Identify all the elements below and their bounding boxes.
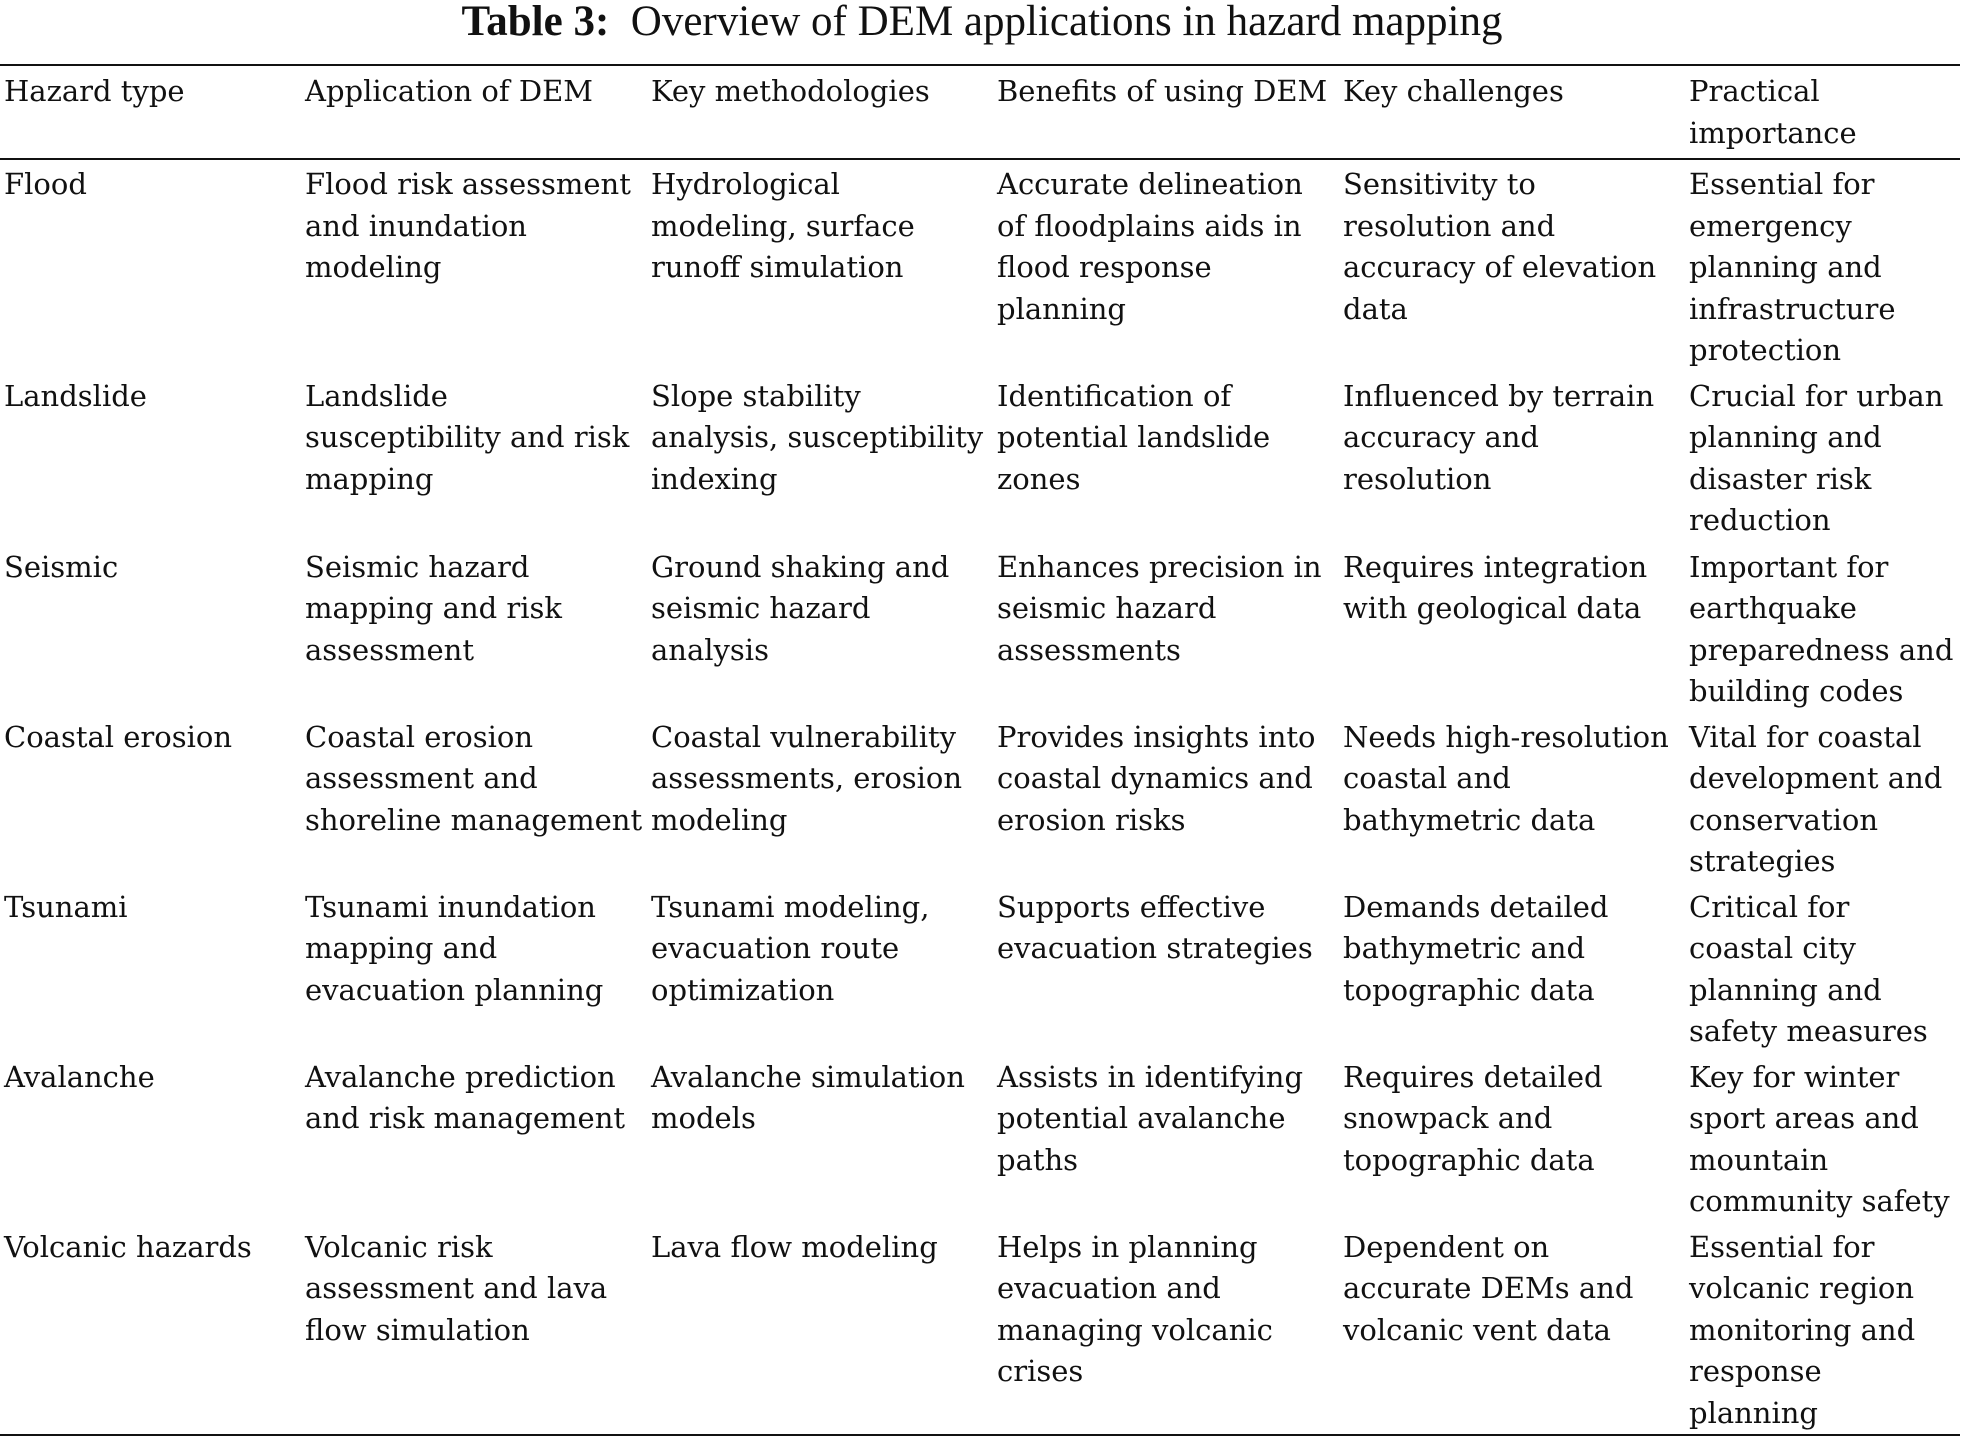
header-importance: Practical importance [1685,66,1960,159]
cell-challenges: Demands detailed bathymetric and topographic data [1343,889,1609,1007]
cell-hazard-type: Seismic [4,549,119,584]
cell-importance: Important for earthquake preparedness and building codes [1689,549,1954,708]
header-methodologies: Key methodologies [647,66,993,159]
table-row [0,713,1960,883]
cell-benefits: Accurate delineation of floodplains aids in flood response planning [997,167,1303,326]
cell-application: Volcanic risk assessment and lava flow simulation [305,1229,608,1347]
cell-importance: Key for winter sport areas and mountain community safety [1689,1059,1950,1218]
cell-methodologies: Ground shaking and seismic hazard analysis [651,549,950,667]
cell-benefits: Supports effective evacuation strategies [997,889,1313,965]
cell-hazard-type: Flood [4,167,87,201]
cell-importance: Critical for coastal city planning and safety measures [1689,889,1928,1048]
table-header-row [0,66,1960,159]
cell-application: Landslide susceptibility and risk mapping [305,378,630,496]
cell-hazard-type: Tsunami [4,889,128,924]
cell-methodologies: Avalanche simulation models [651,1059,965,1135]
table-row [0,372,1960,543]
table-caption [0,0,1964,44]
header-application: Application of DEM [301,66,647,159]
header-hazard-type: Hazard type [0,66,301,159]
cell-application: Avalanche prediction and risk management [305,1059,626,1135]
header-benefits: Benefits of using DEM [993,66,1339,159]
table-row [0,159,1960,372]
cell-importance: Vital for coastal development and conservation strategies [1689,719,1943,878]
table-title: Overview of DEM applications in hazard mapping [630,0,1503,45]
cell-challenges: Needs high-resolution coastal and bathymetric data [1343,719,1669,837]
table-row [0,1223,1960,1435]
cell-methodologies: Hydrological modeling, surface runoff simulation [651,167,915,284]
cell-methodologies: Tsunami modeling, evacuation route optimization [651,889,930,1007]
cell-hazard-type: Coastal erosion [4,719,233,754]
cell-benefits: Helps in planning evacuation and managing volcanic crises [997,1229,1273,1388]
cell-challenges: Sensitivity to resolution and accuracy of elevation data [1343,167,1657,326]
cell-application: Tsunami inundation mapping and evacuation planning [305,889,604,1007]
cell-methodologies: Slope stability analysis, susceptibility indexing [651,378,984,496]
cell-challenges: Requires integration with geological data [1343,549,1648,625]
table-row [0,883,1960,1053]
cell-benefits: Identification of potential landslide zones [997,378,1271,496]
hazard-table [0,64,1960,1436]
cell-benefits: Enhances precision in seismic hazard assessments [997,549,1322,667]
cell-application: Seismic hazard mapping and risk assessment [305,549,562,667]
cell-hazard-type: Avalanche [4,1059,155,1094]
cell-importance: Crucial for urban planning and disaster risk reduction [1689,378,1944,537]
cell-application: Coastal erosion assessment and shoreline management [305,719,643,837]
cell-hazard-type: Landslide [4,378,147,413]
cell-challenges: Dependent on accurate DEMs and volcanic vent data [1343,1229,1634,1347]
table-row [0,543,1960,713]
cell-benefits: Assists in identifying potential avalanche paths [997,1059,1304,1177]
table-number: Table 3: [461,0,610,45]
cell-benefits: Provides insights into coastal dynamics and erosion risks [997,719,1316,837]
cell-challenges: Influenced by terrain accuracy and resolution [1343,378,1655,496]
cell-importance: Essential for volcanic region monitoring and response planning [1689,1229,1916,1430]
table-row [0,1053,1960,1223]
cell-application: Flood risk assessment and inundation modeling [305,167,631,284]
cell-methodologies: Lava flow modeling [651,1229,938,1264]
cell-importance: Essential for emergency planning and infrastructure protection [1689,167,1896,367]
cell-methodologies: Coastal vulnerability assessments, erosion modeling [651,719,963,837]
cell-challenges: Requires detailed snowpack and topographic data [1343,1059,1603,1177]
header-challenges: Key challenges [1339,66,1685,159]
cell-hazard-type: Volcanic hazards [4,1229,252,1264]
